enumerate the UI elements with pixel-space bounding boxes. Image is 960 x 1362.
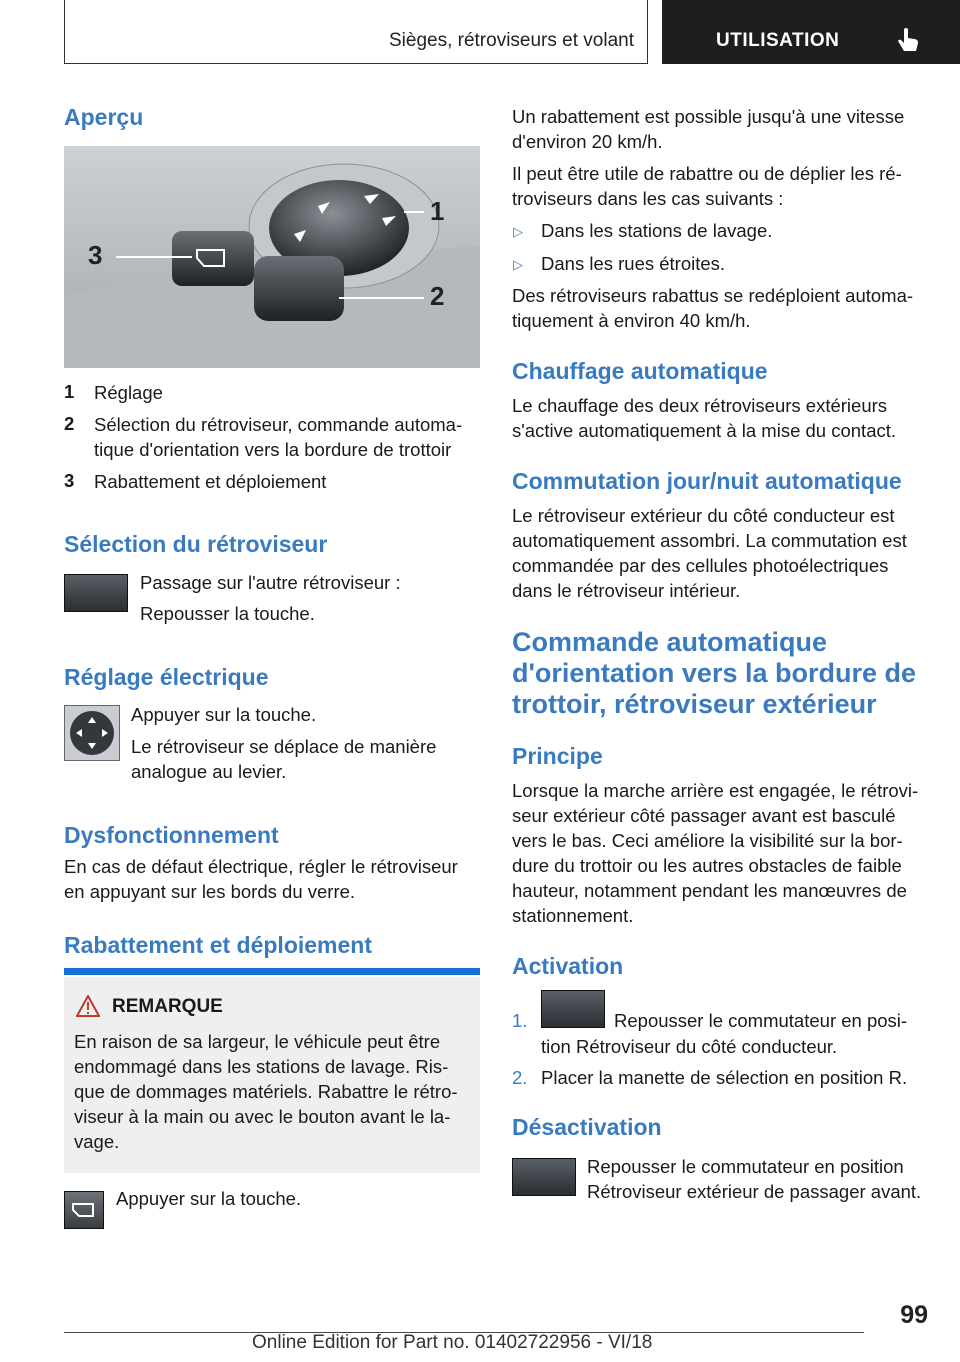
step-number: 1. — [512, 1010, 528, 1031]
page-number: 99 — [900, 1301, 928, 1329]
legend-text: Sélection du rétroviseur, commande automa- — [94, 414, 463, 435]
legend-num: 1 — [64, 381, 75, 402]
adjustment-knob-icon — [64, 705, 120, 761]
section-title: Sièges, rétroviseurs et volant — [388, 30, 634, 51]
heading-mirror-selection: Sélection du rétroviseur — [64, 531, 328, 557]
heading-heating: Chauffage automatique — [512, 358, 768, 384]
heading-electric-adjustment: Réglage électrique — [64, 664, 269, 690]
heading-curb-tilt: Commande automatique — [512, 627, 828, 657]
warning-line: endommagé dans les stations de lavage. Ris- — [74, 1056, 449, 1077]
warning-line: En raison de sa largeur, le véhicule peut être — [74, 1031, 441, 1052]
redeploy-text: tiquement à environ 40 km/h. — [512, 310, 751, 331]
warning-title: REMARQUE — [112, 996, 223, 1017]
malfunction-text: En cas de défaut électrique, régler le rétroviseur — [64, 856, 458, 877]
daynight-text: commandée par des cellules photoélectriques — [512, 555, 889, 576]
step-number: 2. — [512, 1067, 528, 1088]
bullet-item: Dans les rues étroites. — [541, 253, 726, 274]
heading-curb-tilt: d'orientation vers la bordure de — [512, 658, 916, 688]
warning-line: viseur à la main ou avec le bouton avant le la- — [74, 1106, 451, 1127]
principle-text: seur extérieur côté passager avant est basculé — [512, 805, 896, 826]
hand-pointer-icon — [896, 27, 922, 55]
legend-text: tique d'orientation vers la bordure de trottoir — [94, 439, 452, 460]
callout-1: 1 — [430, 196, 445, 226]
callout-3: 3 — [88, 240, 103, 270]
mirror-controls-figure — [64, 146, 480, 368]
useful-text: troviseurs dans les cas suivants : — [512, 188, 784, 209]
heading-malfunction: Dysfonctionnement — [64, 822, 279, 848]
bullet-triangle-icon: ▷ — [513, 257, 523, 272]
warning-icon — [76, 995, 100, 1017]
legend-num: 3 — [64, 470, 75, 491]
step-text: Repousser le commutateur en posi- — [614, 1010, 908, 1031]
electric-text-2b: analogue au levier. — [131, 761, 287, 782]
daynight-text: dans le rétroviseur intérieur. — [512, 580, 741, 601]
footer-edition: Online Edition for Part no. 01402722956 - VI/18 — [252, 1332, 653, 1353]
mirror-switch-icon — [541, 990, 605, 1028]
legend-text: Réglage — [94, 382, 163, 403]
selection-text-1: Passage sur l'autre rétroviseur : — [140, 572, 401, 593]
mirror-switch-icon — [512, 1158, 576, 1196]
redeploy-text: Des rétroviseurs rabattus se redéploient automa- — [512, 285, 914, 306]
folding-action-text: Appuyer sur la touche. — [116, 1188, 302, 1209]
intro-text: d'environ 20 km/h. — [512, 131, 663, 152]
bullet-triangle-icon: ▷ — [513, 224, 523, 239]
daynight-text: Le rétroviseur extérieur du côté conducteur est — [512, 505, 895, 526]
heading-overview: Aperçu — [64, 104, 144, 130]
principle-text: stationnement. — [512, 905, 634, 926]
heading-deactivation: Désactivation — [512, 1114, 662, 1140]
bullet-item: Dans les stations de lavage. — [541, 220, 773, 241]
heading-curb-tilt: trottoir, rétroviseur extérieur — [512, 689, 877, 719]
heading-daynight: Commutation jour/nuit automatique — [512, 468, 902, 494]
principle-text: dure du trottoir ou les autres obstacles de faible — [512, 855, 902, 876]
fold-button-icon — [64, 1191, 104, 1229]
legend-text: Rabattement et déploiement — [94, 471, 327, 492]
selection-text-2: Repousser la touche. — [140, 603, 315, 624]
heating-text: s'active automatiquement à la mise du contact. — [512, 420, 897, 441]
electric-text-2a: Le rétroviseur se déplace de manière — [131, 736, 437, 757]
deactivation-text: Rétroviseur extérieur de passager avant. — [587, 1181, 922, 1202]
malfunction-text: en appuyant sur les bords du verre. — [64, 881, 356, 902]
deactivation-text: Repousser le commutateur en position — [587, 1156, 904, 1177]
principle-text: Lorsque la marche arrière est engagée, le rétrovi- — [512, 780, 919, 801]
daynight-text: automatiquement assombri. La commutation est — [512, 530, 907, 551]
principle-text: vers le bas. Ceci améliore la visibilité sur la bor- — [512, 830, 903, 851]
principle-text: hauteur, notamment pendant les manœuvres de — [512, 880, 907, 901]
useful-text: Il peut être utile de rabattre ou de déplier les ré- — [512, 163, 902, 184]
legend-num: 2 — [64, 413, 75, 434]
heading-principle: Principe — [512, 743, 603, 769]
step-text: tion Rétroviseur du côté conducteur. — [541, 1036, 838, 1057]
section-rule — [64, 968, 480, 975]
step-text: Placer la manette de sélection en position R. — [541, 1067, 908, 1088]
warning-line: vage. — [74, 1131, 120, 1152]
heating-text: Le chauffage des deux rétroviseurs extérieurs — [512, 395, 888, 416]
chapter-label: UTILISATION — [716, 30, 840, 51]
warning-line: que de dommages matériels. Rabattre le rétro- — [74, 1081, 458, 1102]
heading-folding: Rabattement et déploiement — [64, 932, 372, 958]
intro-text: Un rabattement est possible jusqu'à une vitesse — [512, 106, 905, 127]
electric-text-1: Appuyer sur la touche. — [131, 704, 317, 725]
callout-2: 2 — [430, 281, 445, 311]
heading-activation: Activation — [512, 953, 624, 979]
mirror-select-button-icon — [64, 574, 128, 612]
